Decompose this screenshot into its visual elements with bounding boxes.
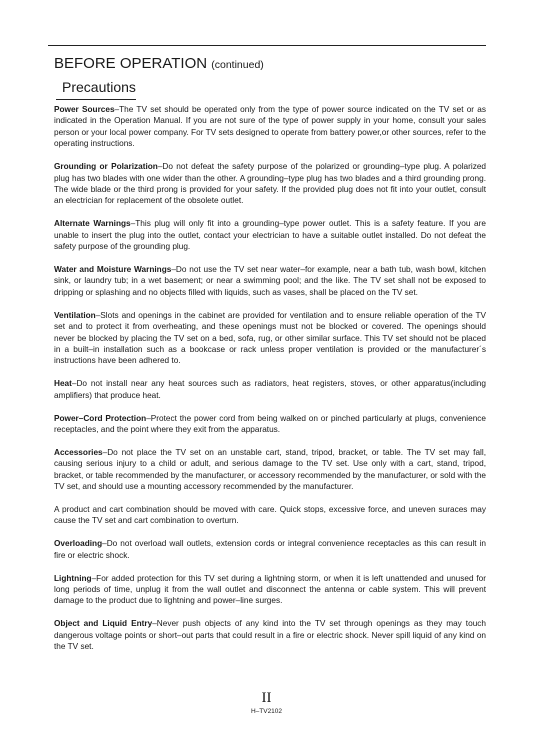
top-rule — [48, 45, 486, 46]
paragraph-text: –Do not place the TV set on an unstable cart, stand, tripod, bracket, or table. The TV set may fall, causing serious injury to a child or adult, and serious damage to the TV set. Use only with a cart, stand, tripod, bracket, or table recommended by the manufacturer, or accessory recommended by the manufacturer, or sold with the TV set, and should use a mounting accessory recommended by the manufacturer. — [54, 447, 486, 492]
paragraph-text: –Do not install near any heat sources such as radiators, heat registers, stoves, or other apparatus(including amplifiers) that produce heat. — [54, 379, 486, 400]
paragraph-text: –Do not overload wall outlets, extension cords or integral convenience receptacles as this can result in fire or electric shock. — [54, 539, 486, 560]
paragraph-text: –Never push objects of any kind into the TV set through openings as they may touch dangerous voltage points or short–out parts that could result in a fire or electric shock. Never spill liquid of any kind on the TV set. — [54, 619, 486, 652]
paragraph-text: –For added protection for this TV set during a lightning storm, or when it is left unattended and unused for long periods of time, unplug it from the wall outlet and disconnect the antenna or cable system. This will prevent damage to the product due to lightning and power–line surges. — [54, 573, 486, 606]
paragraph-text: A product and cart combination should be moved with care. Quick stops, excessive force, and uneven suraces may cause the TV set and cart combination to overturn. — [54, 504, 486, 526]
paragraph — [54, 378, 486, 401]
paragraph-heading: Object and Liquid Entry — [54, 619, 153, 629]
paragraph — [54, 413, 486, 436]
paragraph-heading: Overloading — [54, 539, 103, 549]
paragraph-text: –The TV set should be operated only from the type of power source indicated on the TV set or as indicated in the Operation Manual. If you are not sure of the type of power supply in your home, consult your sales person or your local power company. For TV sets designed to operate from battery power,or other sources, refer to the operating instructions. — [54, 105, 486, 149]
paragraph-text: –Do not defeat the safety purpose of the polarized or grounding–type plug. A polarized plug has two blades with one wider than the other. A grounding–type plug has two blades and a third grounding prong. The wide blade or the third prong is provided for your safety. If the provided plug does not fit into your outlet, consult an electrician for replacement of the obsolete outlet. — [54, 162, 487, 206]
paragraph — [54, 310, 486, 367]
paragraph-heading: Accessories — [54, 447, 103, 457]
paragraph — [54, 618, 486, 652]
paragraph — [54, 447, 486, 493]
paragraph-heading: Water and Moisture Warnings — [54, 264, 172, 274]
paragraph — [54, 538, 486, 561]
paragraph — [54, 264, 486, 298]
paragraph — [54, 161, 486, 207]
paragraph-heading: Grounding or Polarization — [54, 162, 158, 172]
paragraph-heading: Lightning — [54, 573, 92, 583]
precautions-body — [54, 104, 486, 664]
section-title: Precautions — [62, 79, 136, 95]
section-underline — [56, 99, 136, 100]
paragraph-heading: Heat — [54, 379, 72, 389]
paragraph-heading: Power Sources — [54, 105, 115, 114]
paragraph — [54, 573, 486, 607]
title-main: BEFORE OPERATION — [54, 55, 208, 72]
paragraph-text: –Slots and openings in the cabinet are provided for ventilation and to ensure reliable operation of the TV set and to protect it from overheating, and these openings must not be blocked or covered. The openings should never be blocked by placing the TV set on a bed, sofa, rug, or other similar surface. This TV set should not be placed in a built–in installation such as a bookcase or rack unless proper ventilation is provided or the manufacturer´s instructions have been adhered to. — [54, 310, 486, 366]
paragraph-text: –Protect the power cord from being walked on or pinched particularly at plugs, convenience receptacles, and the point where they exit from the apparatus. — [54, 413, 486, 434]
paragraph-heading: Ventilation — [54, 310, 96, 320]
title-suffix: (continued) — [211, 59, 264, 71]
paragraph — [54, 218, 486, 252]
paragraph-text: –This plug will only fit into a grounding–type power outlet. This is a safety feature. If you are unable to insert the plug into the outlet, contact your electrician to have a suitable outlet installed. Do not defeat the safety purpose of the grounding plug. — [54, 219, 486, 252]
model-number: H–TV2102 — [250, 708, 283, 715]
page-number: II — [261, 690, 272, 706]
page-title — [54, 55, 264, 72]
paragraph-heading: Power–Cord Protection — [54, 413, 147, 423]
paragraph-heading: Alternate Warnings — [54, 219, 131, 229]
paragraph — [54, 504, 486, 527]
paragraph — [54, 104, 486, 150]
paragraph-text: –Do not use the TV set near water–for example, near a bath tub, wash bowl, kitchen sink, or laundry tub; in a wet basement; or near a swimming pool; and the like. The TV set shall not be exposed to dripping or splashing and no objects filled with liquids, such as vases, shall be placed on the TV set. — [54, 264, 486, 297]
